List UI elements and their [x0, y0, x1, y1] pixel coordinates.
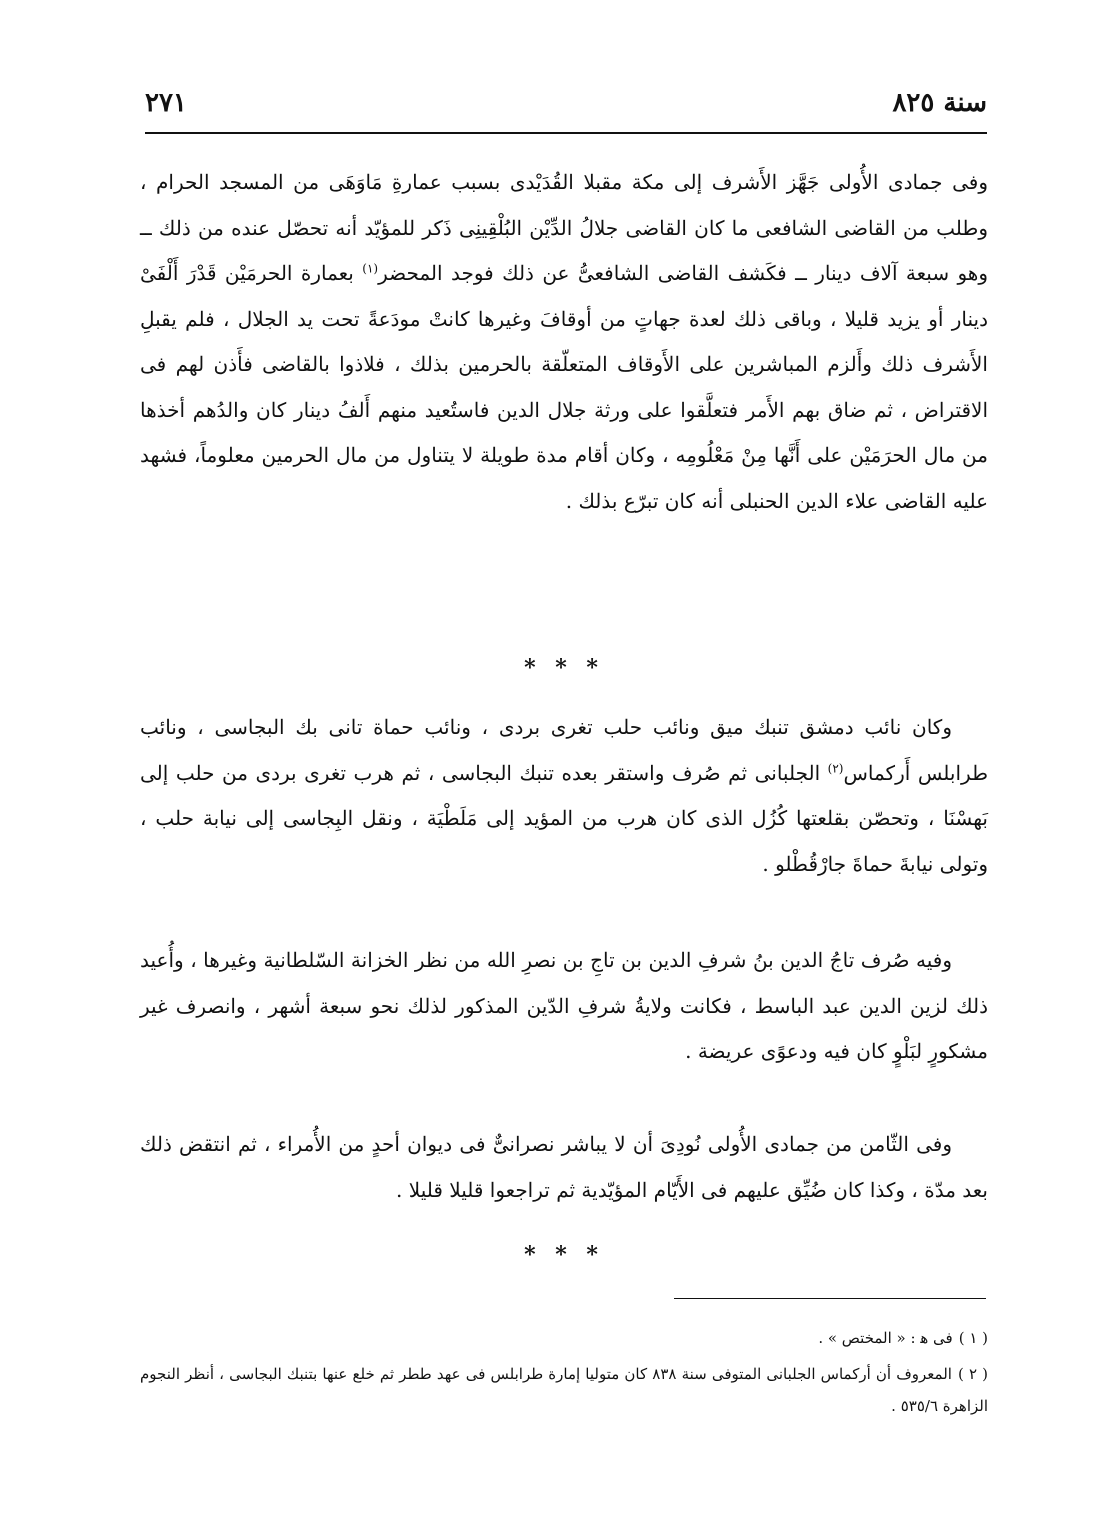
footnote-1-text: فى ﻫ : « المختص » .: [818, 1329, 953, 1347]
paragraph-3: وفيه صُرف تاجُ الدين بنُ شرفِ الدين بن تاجِ بن نصرِ الله من نظر الخزانة السّلطانية وغيرها ، وأُعيد ذلك لزين الدين عبد الباسط ، فكانت ولايةُ شرفِ الدّين المذكور لذلك نحو سبعة أشهر ، وانصرف غير مشكورٍ لبَلْوٍ كان فيه ودعوًى عريضة .: [140, 948, 988, 1063]
footnote-2: [140, 1358, 988, 1422]
section-separator-1: * * *: [524, 655, 604, 681]
footnote-2-text: المعروف أن أركماس الجلبانى المتوفى سنة ٨٣٨ كان متوليا إمارة طرابلس فى عهد ططر ثم خلع عنها بتنبك البجاسى ، أنظر النجوم الزاهرة ٥٣٥/٦ .: [140, 1365, 988, 1415]
footnote-rule: [674, 1298, 986, 1299]
header-year: سنة ٨٢٥: [892, 88, 987, 118]
paragraph-2: [140, 705, 988, 887]
footnote-1-number: ( ١ ): [958, 1329, 988, 1347]
footnote-2-number: ( ٢ ): [957, 1365, 989, 1383]
paragraph-1-part-a: وفى جمادى الأُولى جَهَّز الأَشرف إلى مكة مقبلا القُدَيْدى بسبب عمارةِ مَاوَهَى من المسجد الحرام ، وطلب من القاضى الشافعى ما كان القاضى جلالُ الدِّيْن البُلْقِينِى ذَكر للمؤيّد أنه تحصّل عنده من ذلك ــ وهو سبعة آلاف دينار ــ فكَشف القاضى الشافعىُّ عن ذلك فوجد المحضر: [140, 170, 988, 285]
footnote-1: [140, 1322, 988, 1354]
paragraph-2-part-a: وكان نائب دمشق تنبك ميق ونائب حلب تغرى بردى ، ونائب حماة تانى بك البجاسى ، ونائب طرابلس أَركماس: [140, 715, 989, 785]
paragraph-1: [140, 160, 988, 524]
paragraph-1-part-b: بعمارة الحرمَيْن قَدْرَ أَلْفَىْ دينار أو يزيد قليلا ، وباقى ذلك لعدة جهاتٍ من أوقافَ وغيرها كانتْ مودَعةً تحت يد الجلال ، فلم يقبلِ الأَشرف ذلك وأَلزم المباشرين على الأَوقاف المتعلّقة بالحرمين بذلك ، فلاذوا بالقاضى فأَذن لهم فى الاقتراض ، ثم ضاق بهم الأَمر فتعلَّقوا على ورثة جلال الدين فاستُعيد منهم أَلفُ دينار كان والدُهم أخذها من مال الحرَمَيْن على أَنَّها مِنْ مَعْلُومِه ، وكان أقام مدة طويلة لا يتناول من مال الحرمين معلوماً، فشهد عليه القاضى علاء الدين الحنبلى أنه كان تبرّع بذلك .: [140, 261, 988, 513]
page-header: [145, 88, 987, 128]
page-number: ٢٧١: [145, 88, 187, 118]
paragraph-4: وفى الثّامن من جمادى الأُولى نُودِىَ أن لا يباشر نصرانىٌّ فى ديوان أحدٍ من الأُمراء ، ثم انتقض ذلك بعد مدّة ، وكذا كان ضُيِّق عليهم فى الأَيّام المؤيّدية ثم تراجعوا قليلا قليلا .: [140, 1132, 988, 1202]
section-separator-2: * * *: [524, 1242, 604, 1268]
footnote-ref-2: (٢): [827, 760, 844, 775]
header-rule: [145, 132, 987, 134]
footnotes: [140, 1322, 988, 1426]
footnote-ref-1: (١): [362, 261, 379, 276]
paragraph-2-part-b: الجلبانى ثم صُرف واستقر بعده تنبك البجاسى ، ثم هرب تغرى بردى من حلب إلى بَهسْنَا ، وتحصّن بقلعتها كُزُل الذى كان هرب من المؤيد إلى مَلَطْيَة ، ونقل البِجاسى إلى نيابة حلب ، وتولى نيابةَ حماةَ جارْقُطْلو .: [140, 760, 988, 876]
